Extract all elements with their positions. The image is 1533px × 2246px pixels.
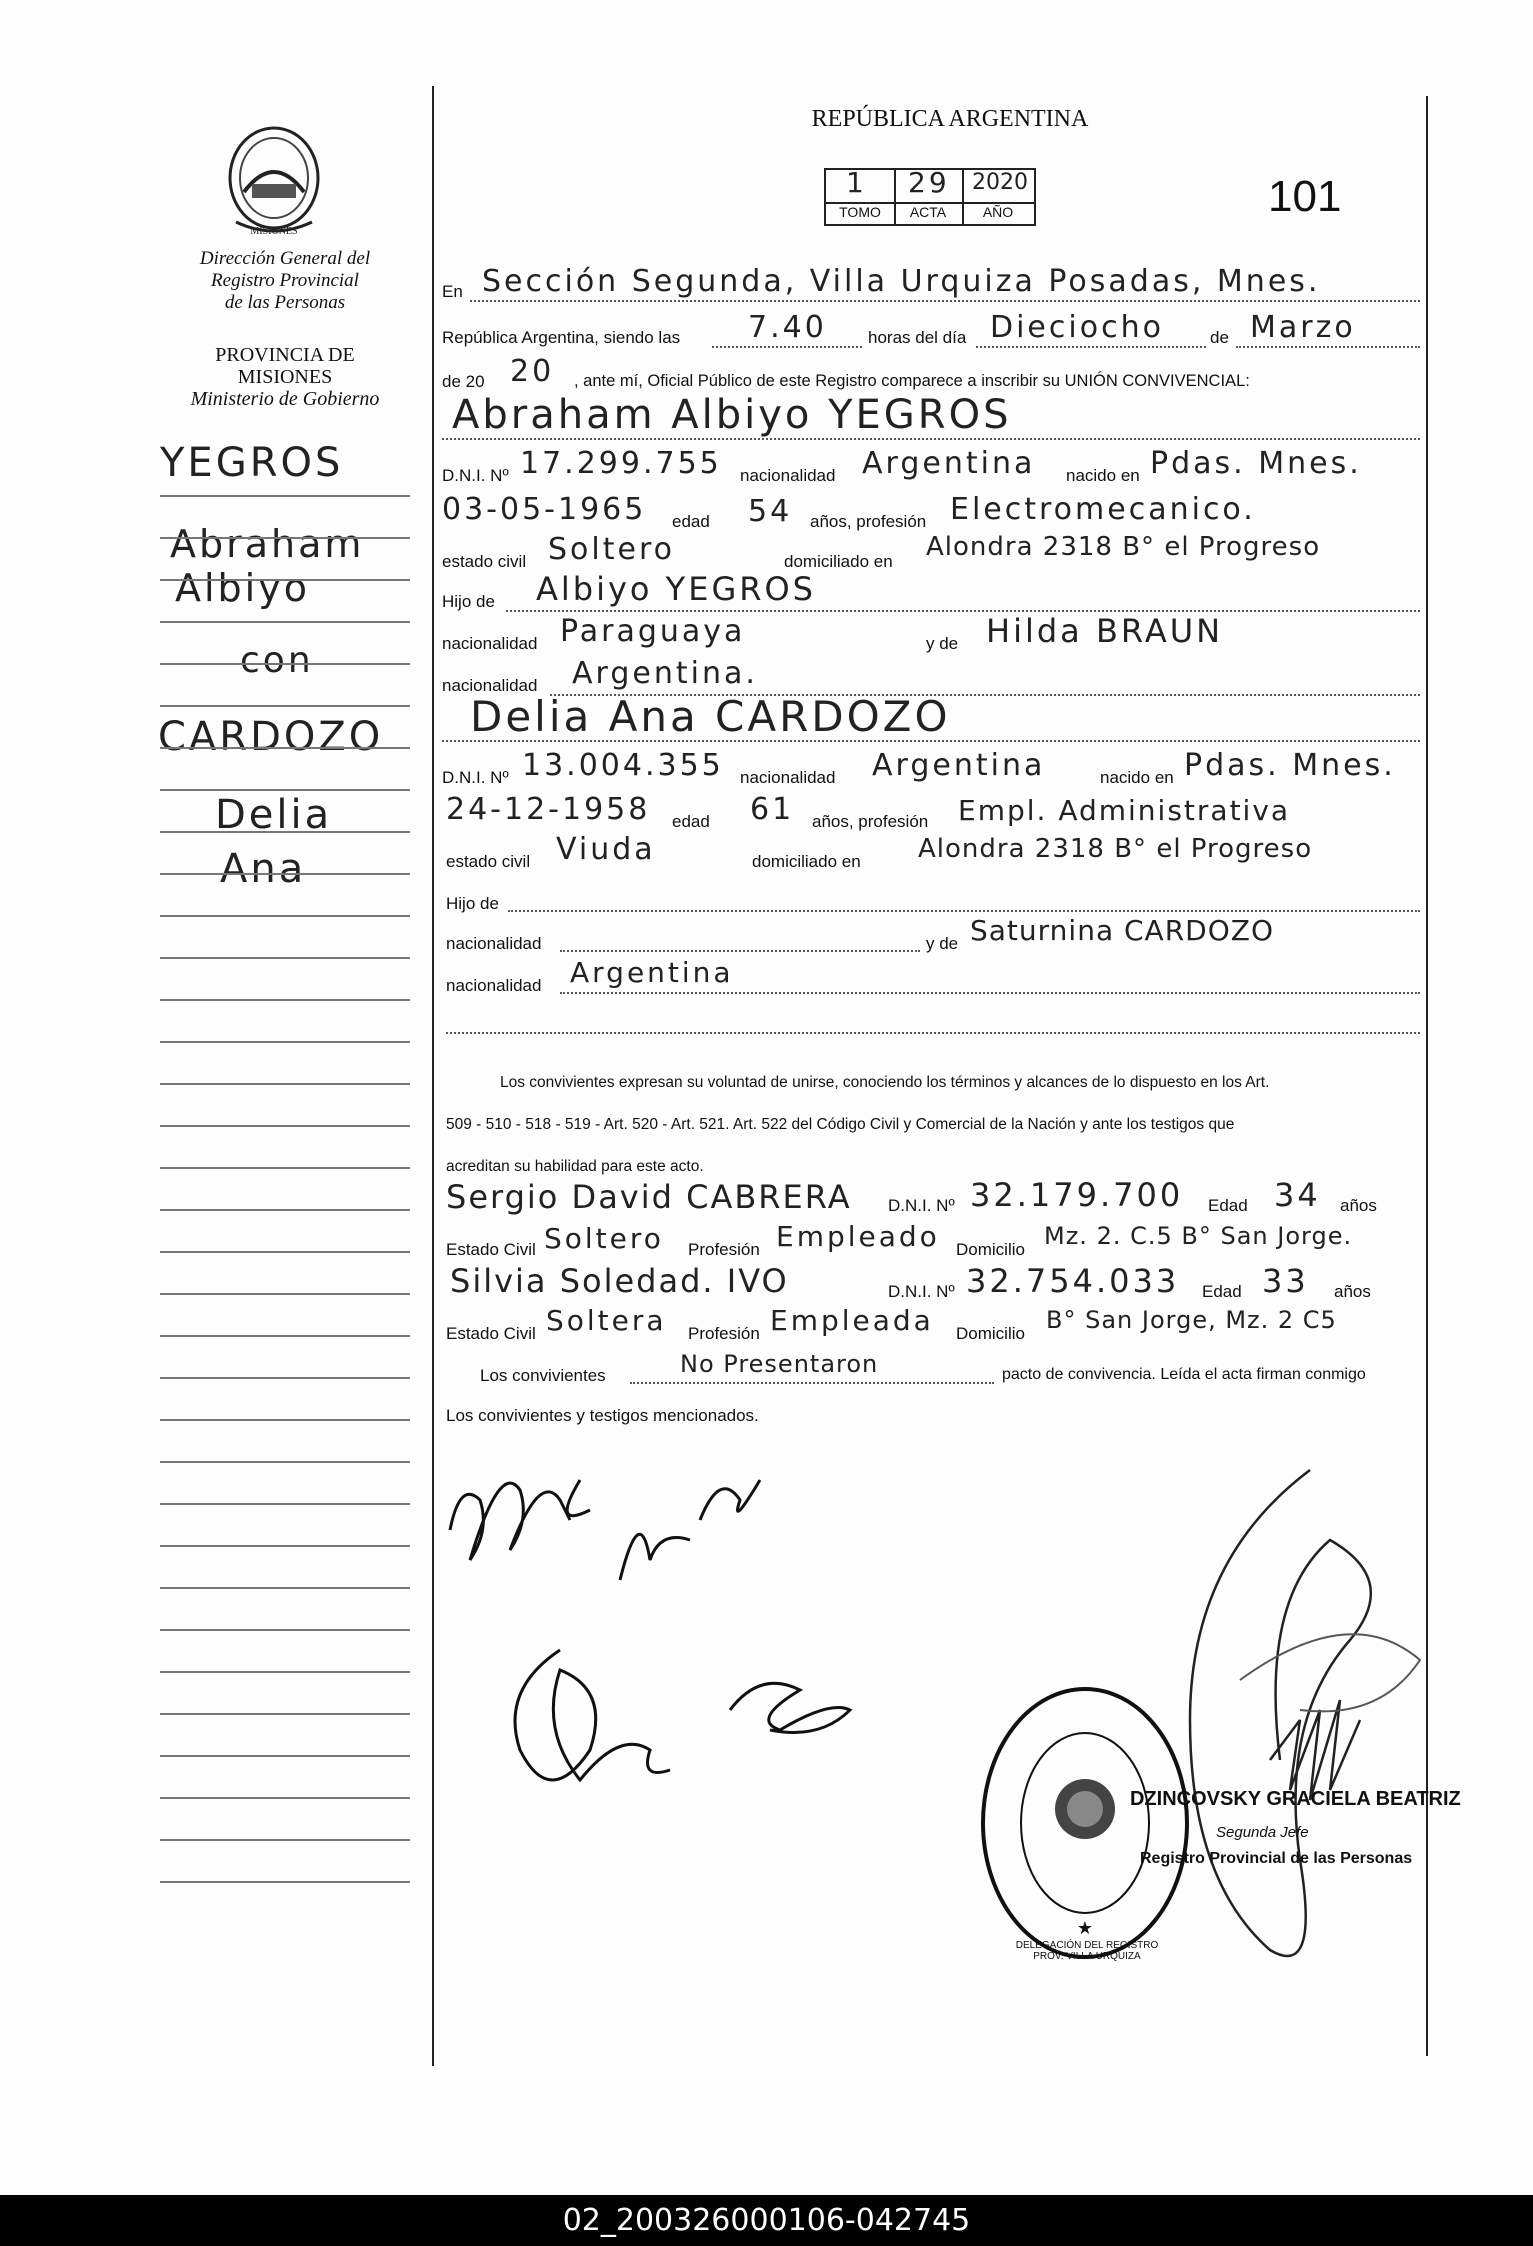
sidebar-province [160,344,410,410]
sidebar-middlename-1: Albiyo [175,566,310,610]
pacto-value: No Presentaron [680,1350,879,1378]
w2-dni-label: D.N.I. Nº [888,1282,955,1301]
p1-nacido-label: nacido en [1066,466,1140,485]
sidebar-rule [160,999,410,1001]
p2-padre-nac-label: nacionalidad [446,934,542,953]
w1-estado-value: Soltero [544,1222,664,1255]
p1-estado-value: Soltero [548,532,675,567]
p1-hijo-label: Hijo de [442,592,495,611]
p2-padre-nac-line [560,950,920,952]
mes-value: Marzo [1250,310,1356,345]
sidebar-rule [160,1545,410,1547]
p1-padre-nac-label: nacionalidad [442,634,538,653]
ministry-label: Ministerio de Gobierno [190,388,380,410]
w1-edad-value: 34 [1274,1176,1321,1214]
tomo-value: 1 [846,166,867,199]
w2-dni-value: 32.754.033 [966,1262,1180,1300]
p1-madre-value: Hilda BRAUN [986,612,1224,650]
sidebar-rule [160,1881,410,1883]
p2-nac-label: nacionalidad [740,768,836,787]
province-line2: MISIONES [237,366,333,388]
sidebar-rule [160,1461,410,1463]
tomo-acta-ano-box [824,168,1036,226]
p1-dni-label: D.N.I. Nº [442,466,509,485]
sidebar-rule [160,957,410,959]
w1-dom-value: Mz. 2. C.5 B° San Jorge. [1044,1222,1353,1250]
footer-code: 02_200326000106-042745 [0,2195,1533,2246]
p1-edad-label: edad [672,512,710,531]
p2-hijo-line [508,910,1420,912]
republica-heading: REPÚBLICA ARGENTINA [811,106,1089,132]
p2-nac-value: Argentina [872,748,1046,783]
p1-birthdate: 03-05-1965 [442,492,647,527]
sidebar-rule [160,1125,410,1127]
p2-edad-label: edad [672,812,710,831]
w1-dom-label: Domicilio [956,1240,1025,1259]
p1-padre-nac-value: Paraguaya [560,614,746,649]
sidebar-rule [160,1839,410,1841]
hora-value: 7.40 [748,310,827,345]
sidebar-rule [160,1167,410,1169]
sidebar-surname-2: CARDOZO [158,714,384,760]
sidebar-middlename-2: Ana [220,846,307,892]
sidebar-firstname-1: Abraham [170,522,365,566]
sidebar-rule [160,1209,410,1211]
w1-prof-value: Empleado [776,1220,940,1253]
w2-prof-value: Empleada [770,1304,934,1337]
p1-nac-label: nacionalidad [740,466,836,485]
p2-dni-label: D.N.I. Nº [442,768,509,787]
ano-value: 2020 [972,170,1028,195]
ante-label: , ante mí, Oficial Público de este Registro comparece a inscribir su UNIÓN CONVIVENCIAL: [574,372,1250,390]
signature-1 [440,1440,780,1610]
p1-madre-nac-label: nacionalidad [442,676,538,695]
sidebar-con: con [240,640,314,681]
sidebar-rule [160,1419,410,1421]
crest-text: MISIONES [250,226,298,237]
sidebar-rule [160,537,410,539]
sidebar-rule [160,1713,410,1715]
sidebar-firstname-2: Delia [215,792,333,838]
p1-padre-value: Albiyo YEGROS [536,570,816,608]
p2-estado-label: estado civil [446,852,531,871]
sidebar-rule [160,1797,410,1799]
sidebar-rule [160,1671,410,1673]
witness1-name: Sergio David CABRERA [446,1178,852,1216]
sidebar-rule [160,663,410,665]
p2-estado-value: Viuda [556,832,656,867]
sidebar-rule [160,579,410,581]
p1-dni-value: 17.299.755 [520,446,722,481]
w2-anos-label: años [1334,1282,1371,1301]
sidebar-rule [160,621,410,623]
pacto-label-2: pacto de convivencia. Leída el acta firman conmigo [1002,1366,1366,1383]
p2-madre-nac-line [560,992,1420,994]
person2-name: Delia Ana CARDOZO [470,692,951,741]
acta-value: 29 [908,166,950,199]
official-org: Registro Provincial de las Personas [1140,1850,1413,1867]
act-number: 101 [1268,172,1342,221]
person1-name: Abraham Albiyo YEGROS [452,392,1012,438]
w2-edad-label: Edad [1202,1282,1242,1301]
seal-text: DELEGACIÓN DEL REGISTRO PROV. VILLA URQUIZA [1015,1940,1159,1962]
blank-line [446,1032,1420,1034]
acta-label: ACTA [909,204,947,220]
en-line [470,300,1420,302]
pacto-label-1: Los convivientes [480,1366,606,1385]
p2-madre-nac-label: nacionalidad [446,976,542,995]
w1-dni-value: 32.179.700 [970,1176,1184,1214]
vertical-rule-left [432,86,434,2066]
p2-madre-value: Saturnina CARDOZO [970,914,1274,947]
hora-line [712,346,862,348]
sidebar-rule [160,789,410,791]
p2-nacido-value: Pdas. Mnes. [1184,748,1396,783]
sidebar-rule [160,705,410,707]
svg-text:★: ★ [1076,1918,1094,1938]
w1-anos-label: años [1340,1196,1377,1215]
sidebar-rule [160,831,410,833]
p2-madre-nac-value: Argentina [570,956,734,989]
sidebar-line1: Dirección General del [199,248,371,269]
person1-name-line [442,438,1420,440]
p2-prof-value: Empl. Administrativa [958,794,1291,827]
sidebar-rule [160,1083,410,1085]
p1-hijo-line [506,610,1420,612]
p1-prof-label: años, profesión [810,512,927,531]
registry-seal [978,1684,1192,1962]
official-role: Segunda Jefe [1216,1824,1309,1841]
p2-edad-value: 61 [750,792,795,827]
signature-2 [500,1630,880,1820]
sidebar-rule [160,915,410,917]
firman-label: Los convivientes y testigos mencionados. [446,1406,759,1425]
w2-dom-value: B° San Jorge, Mz. 2 C5 [1046,1306,1337,1334]
p2-dom-label: domiciliado en [752,852,861,871]
rep-label: República Argentina, siendo las [442,328,681,347]
p2-birthdate: 24-12-1958 [446,792,651,827]
pacto-line [630,1382,994,1384]
w2-edad-value: 33 [1262,1262,1309,1300]
p1-dom-label: domiciliado en [784,552,893,571]
province-crest-icon [222,122,326,240]
sidebar-rule [160,1503,410,1505]
w2-estado-label: Estado Civil [446,1324,536,1343]
sidebar-rule [160,1377,410,1379]
p2-dni-value: 13.004.355 [522,748,724,783]
sidebar-rule [160,495,410,497]
sidebar-line2: Registro Provincial [211,270,359,291]
w1-edad-label: Edad [1208,1196,1248,1215]
w2-estado-value: Soltera [546,1304,667,1337]
p1-edad-value: 54 [748,494,793,529]
en-label: En [442,282,463,301]
ano-label: AÑO [982,204,1014,220]
mes-line [1236,346,1420,348]
w2-dom-label: Domicilio [956,1324,1025,1343]
signature-official [1150,1460,1450,1980]
sidebar-rule [160,1251,410,1253]
p1-prof-value: Electromecanico. [950,492,1256,527]
sidebar-rule [160,1629,410,1631]
w1-dni-label: D.N.I. Nº [888,1196,955,1215]
horas-label: horas del día [868,328,967,347]
dia-value: Dieciocho [990,310,1164,345]
w1-prof-label: Profesión [688,1240,760,1259]
province-line1: PROVINCIA DE [215,344,355,366]
en-value: Sección Segunda, Villa Urquiza Posadas, Mnes. [482,264,1321,299]
de20-label: de 20 [442,372,485,391]
p1-madre-nac-value: Argentina. [572,656,758,691]
sidebar-surname-1: YEGROS [160,440,344,486]
sidebar-rule [160,747,410,749]
p1-dom-value: Alondra 2318 B° el Progreso [926,532,1321,562]
w1-estado-label: Estado Civil [446,1240,536,1259]
p2-dom-value: Alondra 2318 B° el Progreso [918,834,1313,864]
sidebar-rule [160,1335,410,1337]
p1-nacido-value: Pdas. Mnes. [1150,446,1362,481]
sidebar-rule [160,1587,410,1589]
p1-yde-label: y de [926,634,959,653]
w2-prof-label: Profesión [688,1324,760,1343]
sidebar-rule [160,1755,410,1757]
person2-name-line [442,740,1420,742]
convivientes-text-3: acreditan su habilidad para este acto. [446,1158,704,1175]
de-label: de [1210,328,1229,347]
p2-prof-label: años, profesión [812,812,929,831]
p1-estado-label: estado civil [442,552,527,571]
p2-hijo-label: Hijo de [446,894,499,913]
p2-yde-label: y de [926,934,959,953]
convivientes-text-2: 509 - 510 - 518 - 519 - Art. 520 - Art. 521. Art. 522 del Código Civil y Comercial de la Nación y ante los testigos que [446,1116,1235,1133]
sidebar-rule [160,1041,410,1043]
sidebar-header [160,248,410,314]
official-name: DZINCOVSKY GRACIELA BEATRIZ [1130,1788,1461,1810]
convivientes-text-1: Los convivientes expresan su voluntad de unirse, conociendo los términos y alcances de lo dispuesto en los Art. [500,1074,1270,1091]
year-value: 20 [510,354,555,389]
sidebar-rule [160,1293,410,1295]
tomo-label: TOMO [839,204,881,220]
sidebar-rule [160,873,410,875]
sidebar-line3: de las Personas [224,292,346,313]
dia-line [976,346,1206,348]
p1-nac-value: Argentina [862,446,1036,481]
p2-nacido-label: nacido en [1100,768,1174,787]
witness2-name: Silvia Soledad. IVO [450,1262,789,1300]
